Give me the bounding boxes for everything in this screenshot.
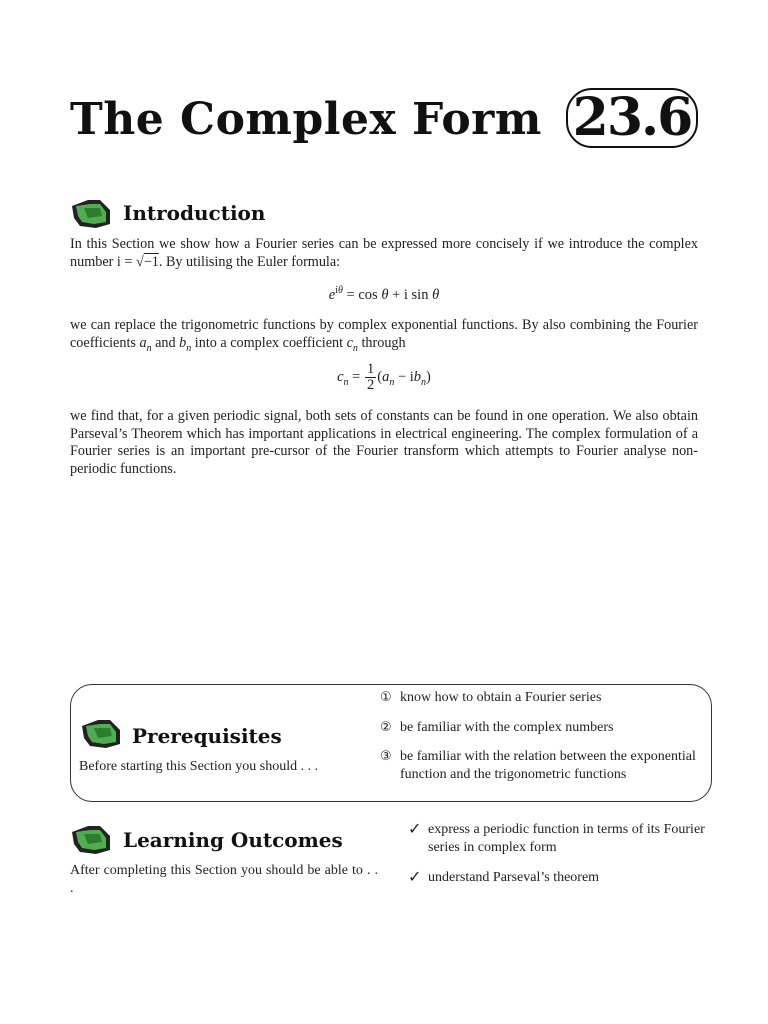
learning-outcomes-heading: Learning Outcomes	[123, 828, 343, 852]
pointing-hand-icon	[70, 822, 114, 858]
intro-paragraph-1	[70, 236, 698, 271]
introduction-heading: Introduction	[123, 201, 266, 225]
prerequisite-text: be familiar with the relation between the exponential function and the trigonometric functions	[400, 749, 696, 782]
prerequisite-item	[380, 748, 705, 784]
intro-paragraph-1-end: . By utilising the Euler formula:	[158, 253, 341, 270]
prerequisites-lead: Before starting this Section you should . . .	[79, 759, 319, 774]
pointing-hand-icon	[80, 716, 124, 752]
learning-outcomes-lead: After completing this Section you should be able to . . .	[70, 863, 378, 896]
prerequisite-text: know how to obtain a Fourier series	[400, 690, 602, 705]
intro-paragraph-3: we find that, for a given periodic signal, both sets of constants can be found in one operation. We also obtain Parseval’s Theorem which has important applications in electrical engineering. The complex formulation of a Fourier series is an important pre-cursor of the Fourier transform which attempts to Fourier analyse non-periodic functions.	[70, 408, 698, 477]
learning-outcome-text: express a periodic function in terms of its Fourier series in complex form	[428, 822, 705, 855]
sqrt-radicand: −1	[143, 253, 159, 270]
euler-formula: $e^{i\theta} = \cos \theta + i$ sin θ	[328, 285, 440, 303]
sqrt-expression: √−1	[135, 253, 159, 270]
page-title: The Complex Form	[70, 94, 542, 145]
checkmark-icon: ✓	[408, 867, 422, 886]
circled-three-marker: ③	[380, 749, 392, 764]
prerequisite-text: be familiar with the complex numbers	[400, 720, 614, 735]
circled-two-marker: ②	[380, 720, 392, 735]
learning-outcome-item	[408, 821, 728, 857]
circled-one-marker: ①	[380, 690, 392, 705]
intro-paragraph-1-text: In this Section we show how a Fourier series can be expressed more concisely if we introduce the complex number i =	[70, 236, 698, 270]
section-number-badge: 23.6	[566, 88, 698, 148]
pointing-hand-icon	[70, 196, 114, 232]
prerequisite-item	[380, 689, 720, 707]
learning-outcome-text: understand Parseval’s theorem	[428, 870, 600, 885]
coefficient-formula: $c_n$ = $\frac{1}{2}$ $(a_n - ib_n)$	[337, 361, 431, 393]
prerequisites-heading: Prerequisites	[132, 724, 282, 748]
prerequisite-item	[380, 719, 720, 737]
intro-paragraph-2: we can replace the trigonometric functions by complex exponential functions. By also combining the Fourier coefficients $a_n$ and $b_n$ into a complex coefficient $c_n$ through	[70, 317, 698, 354]
checkmark-icon: ✓	[408, 819, 422, 838]
learning-outcome-item	[408, 869, 728, 887]
